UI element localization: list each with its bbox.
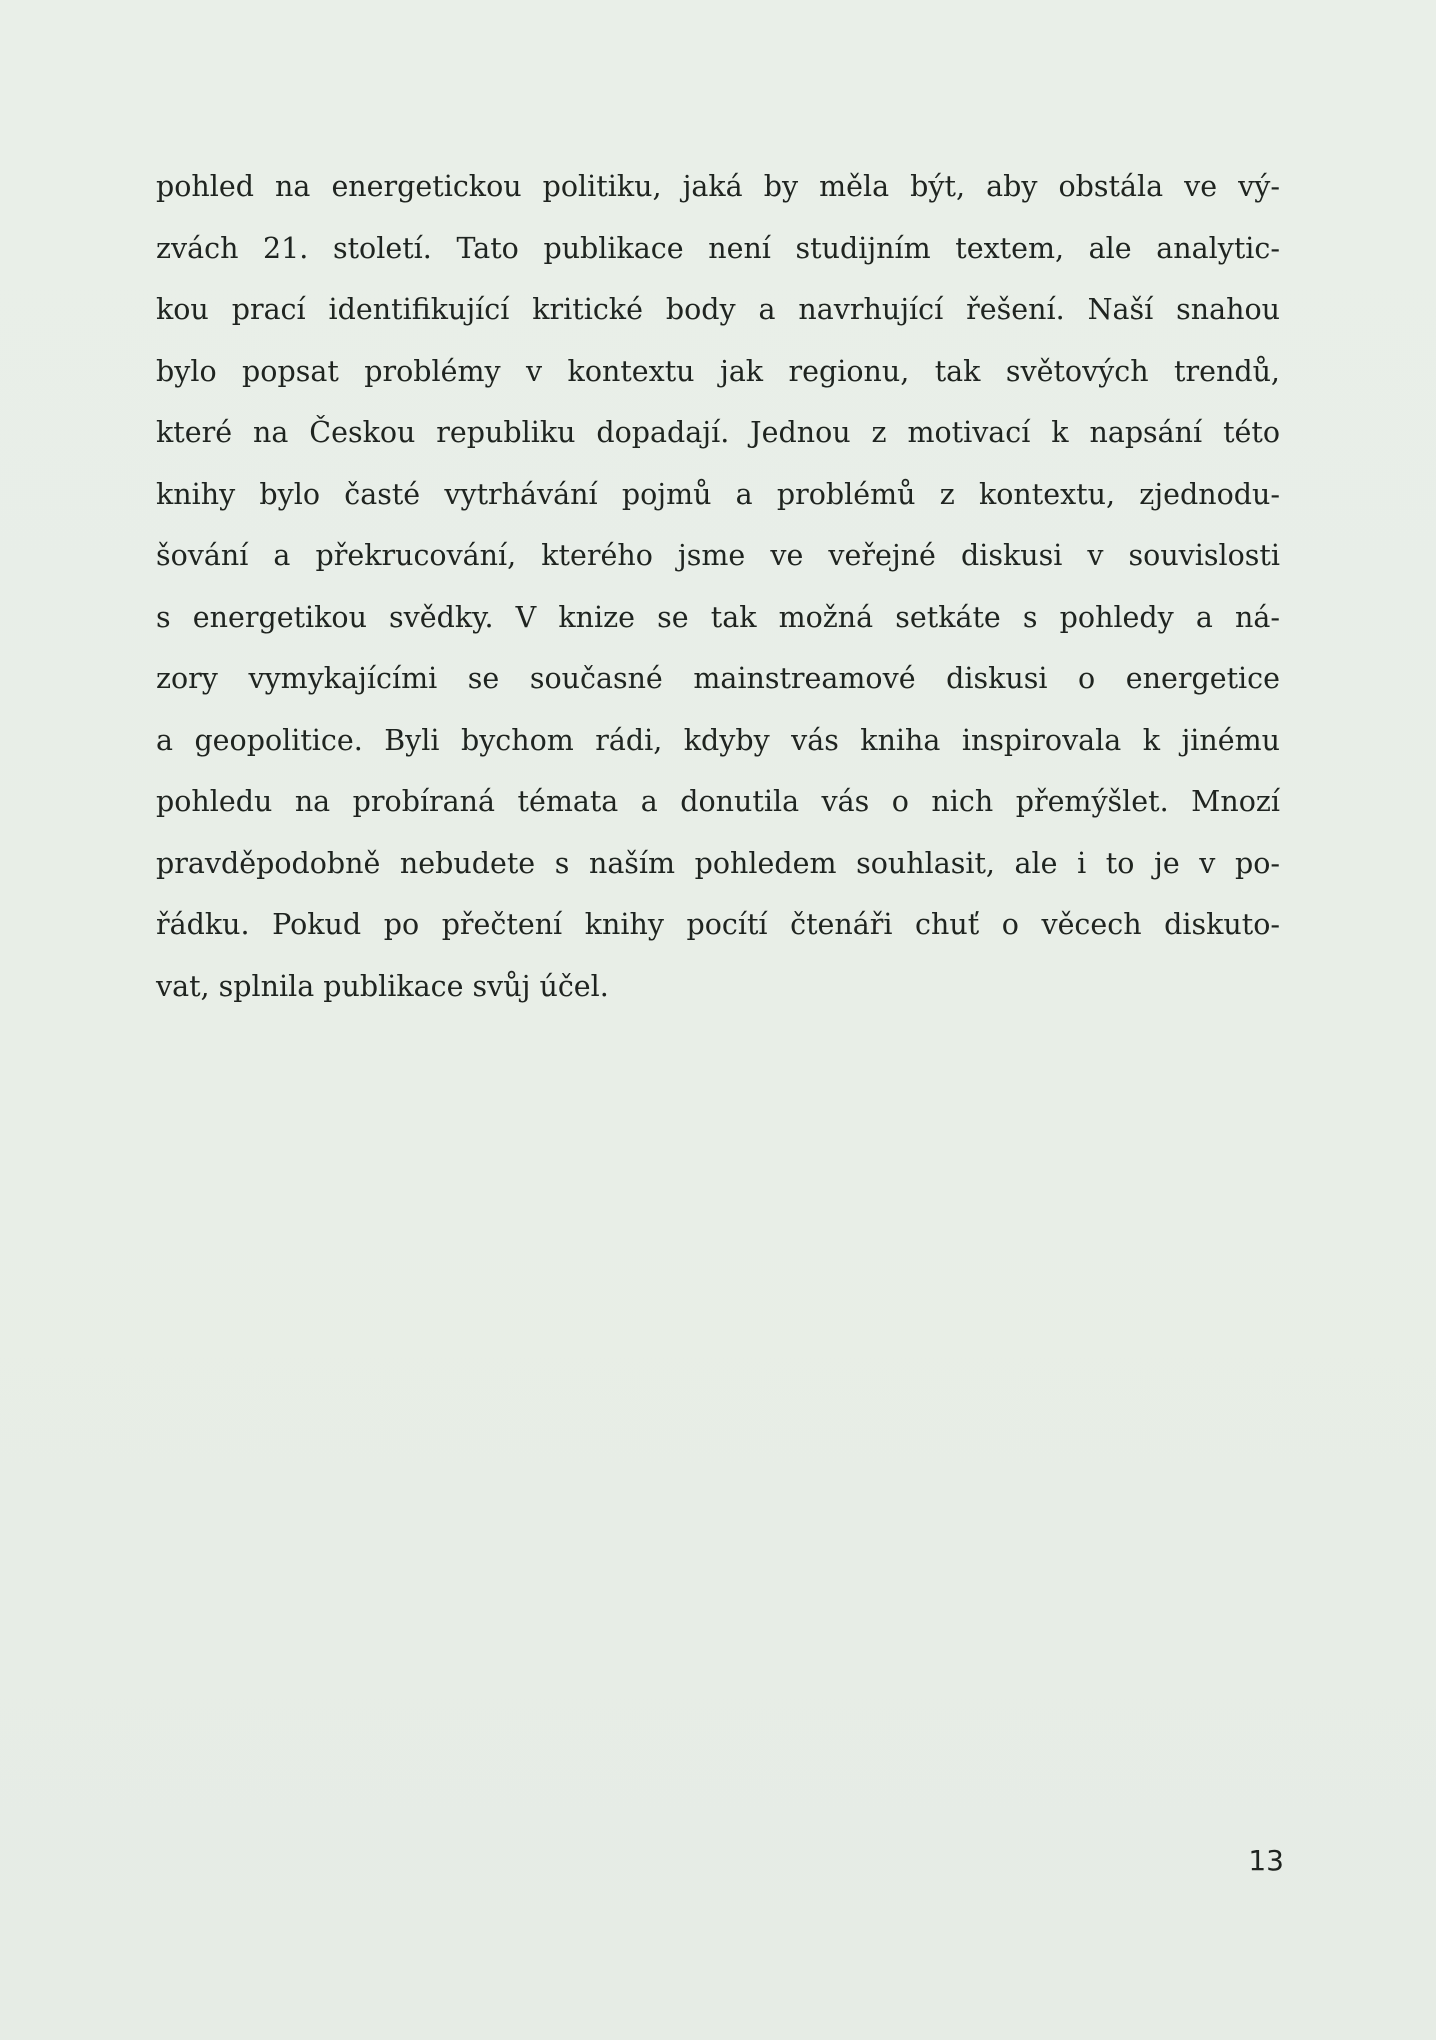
text-line: s energetikou svědky. V knize se tak možná setkáte s pohledy a ná- [156,600,1280,634]
text-line: pohled na energetickou politiku, jaká by měla být, aby obstála ve vý- [156,170,1280,203]
text-line: šování a překrucování, kterého jsme ve veřejné diskusi v souvislosti [156,539,1280,572]
text-line: zvách 21. století. Tato publikace není studijním textem, ale analytic- [156,231,1280,265]
text-line: vat, splnila publikace svůj účel. [156,969,609,1003]
text-line: a geopolitice. Byli bychom rádi, kdyby vás kniha inspirovala k jinému [156,723,1280,757]
text-line: knihy bylo časté vytrhávání pojmů a problémů z kontextu, zjednodu- [156,477,1280,511]
text-line: zory vymykajícími se současné mainstreamové diskusi o energetice [156,662,1280,695]
text-line: kou prací identifikující kritické body a navrhující řešení. Naší snahou [156,293,1280,326]
text-line: řádku. Pokud po přečtení knihy pocítí čtenáři chuť o věcech diskuto- [156,908,1280,941]
text-line: bylo popsat problémy v kontextu jak regionu, tak světových trendů, [156,354,1280,388]
page-number: 13 [1248,1844,1284,1877]
text-line: pravděpodobně nebudete s naším pohledem souhlasit, ale i to je v po- [156,846,1280,880]
body-paragraph [156,156,1280,1017]
text-line: pohledu na probíraná témata a donutila vás o nich přemýšlet. Mnozí [156,785,1280,818]
text-line: které na Českou republiku dopadají. Jednou z motivací k napsání této [156,416,1280,449]
